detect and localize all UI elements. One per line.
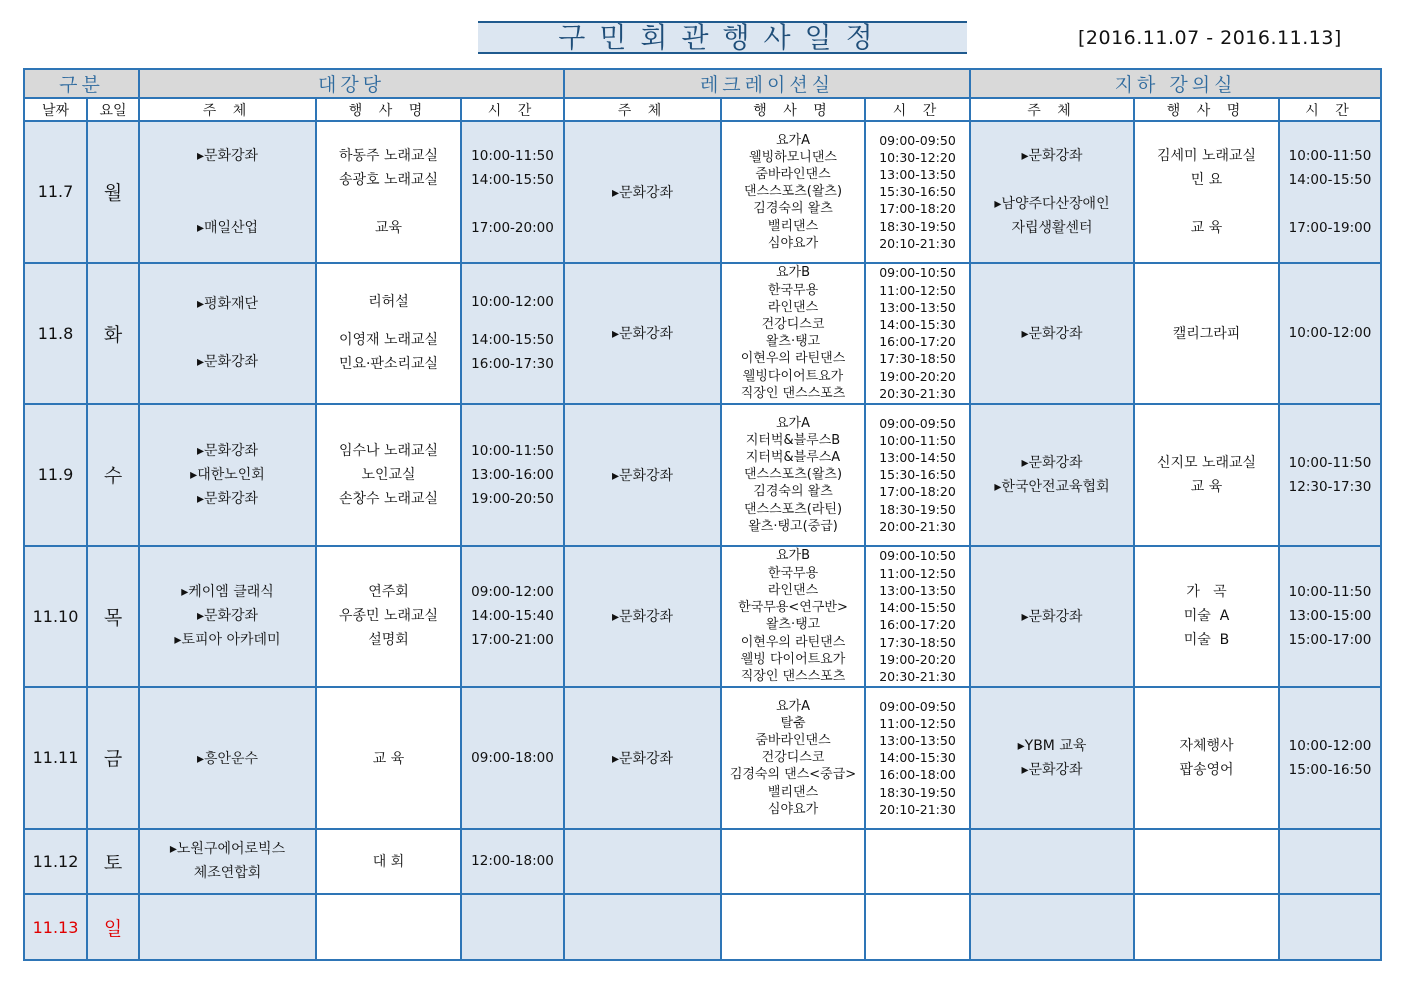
hall-event-cell: 교 육 — [316, 687, 461, 829]
time-line: 20:30-21:30 — [879, 385, 956, 401]
time-line: 16:00-17:30 — [471, 356, 554, 373]
table-row — [24, 263, 1381, 405]
col-base-event: 행 사 명 — [1134, 98, 1279, 121]
event-line: 미술 A — [1183, 608, 1230, 625]
event-line: 댄스스포츠(왈츠) — [743, 467, 843, 483]
hall-event-cell: 대 회 — [316, 829, 461, 895]
base-time-cell — [1279, 404, 1381, 546]
time-line: 10:30-12:20 — [879, 149, 956, 165]
event-line: 가 곡 — [1186, 584, 1227, 601]
event-line: 지터벅&블루스A — [745, 449, 841, 465]
rec-host-cell: ▸문화강좌 — [564, 687, 721, 829]
event-line: 송광호 노래교실 — [338, 171, 439, 188]
table-row — [24, 829, 1381, 895]
event-line: 밸리댄스 — [767, 218, 819, 234]
rec-host-cell: ▸문화강좌 — [564, 121, 721, 263]
time-line: 20:00-21:30 — [879, 518, 956, 534]
time-line: 10:00-11:50 — [471, 147, 554, 164]
col-hall-event: 행 사 명 — [316, 98, 461, 121]
hall-event-cell — [316, 894, 461, 960]
page-title: 구민회관행사일정 — [478, 21, 967, 54]
hall-time-cell — [461, 546, 564, 688]
col-hall-time: 시 간 — [461, 98, 564, 121]
host-line: ▸노원구에어로빅스 — [169, 841, 286, 858]
event-line: 민 요 — [1190, 171, 1223, 188]
date-cell: 11.8 — [24, 263, 87, 405]
base-host-cell — [970, 894, 1134, 960]
hall-time-cell — [461, 404, 564, 546]
event-line: 연주회 — [368, 584, 409, 601]
time-line: 17:00-20:00 — [471, 219, 554, 236]
event-line: 손창수 노래교실 — [338, 490, 439, 507]
base-event-cell — [1134, 546, 1279, 688]
rec-time-cell — [865, 121, 970, 263]
rec-event-cell — [721, 829, 865, 895]
col-hall-host: 주 체 — [139, 98, 316, 121]
time-line: 14:00-15:50 — [471, 332, 554, 349]
base-host-cell: ▸문화강좌 — [970, 546, 1134, 688]
rec-host-cell: ▸문화강좌 — [564, 404, 721, 546]
hall-event-cell — [316, 121, 461, 263]
time-line: 13:00-13:50 — [879, 299, 956, 315]
event-line: 팝송영어 — [1179, 761, 1234, 778]
rec-host-cell: ▸문화강좌 — [564, 546, 721, 688]
time-line: 20:10-21:30 — [879, 801, 956, 817]
table-row — [24, 121, 1381, 263]
host-line: ▸문화강좌 — [196, 442, 259, 459]
host-line: ▸문화강좌 — [1021, 454, 1083, 471]
time-line: 10:00-11:50 — [1288, 147, 1372, 164]
host-line: ▸케이엠 클래식 — [181, 584, 274, 601]
time-line: 12:30-17:30 — [1288, 478, 1372, 495]
base-host-cell — [970, 687, 1134, 829]
table-row — [24, 894, 1381, 960]
day-cell: 금 — [87, 687, 139, 829]
group-recreation: 레크레이션실 — [564, 69, 970, 98]
hall-time-cell — [461, 263, 564, 405]
event-line: 라인댄스 — [767, 299, 819, 315]
time-line: 14:00-15:50 — [879, 600, 956, 616]
host-line: ▸한국안전교육협회 — [994, 478, 1110, 495]
rec-event-cell — [721, 263, 865, 405]
host-line: ▸문화강좌 — [1021, 147, 1083, 164]
time-line: 15:30-16:50 — [879, 467, 956, 483]
hall-host-cell — [139, 546, 316, 688]
hall-host-cell — [139, 829, 316, 895]
table-row — [24, 687, 1381, 829]
event-line: 왈츠·탱고(중급) — [748, 518, 838, 534]
rec-host-cell — [564, 894, 721, 960]
time-line: 10:00-11:50 — [1288, 454, 1372, 471]
host-line: ▸문화강좌 — [196, 147, 259, 164]
date-cell: 11.7 — [24, 121, 87, 263]
rec-event-cell — [721, 894, 865, 960]
base-host-cell — [970, 404, 1134, 546]
base-time-cell: 10:00-12:00 — [1279, 263, 1381, 405]
event-line: 우종민 노래교실 — [338, 608, 439, 625]
rec-time-cell — [865, 894, 970, 960]
hall-time-cell: 12:00-18:00 — [461, 829, 564, 895]
time-line: 11:00-12:50 — [879, 715, 956, 731]
time-line: 17:30-18:50 — [879, 634, 956, 650]
hall-host-cell — [139, 404, 316, 546]
host-line: ▸대한노인회 — [190, 466, 265, 483]
time-line: 16:00-17:20 — [879, 617, 956, 633]
event-line: 교 육 — [1190, 478, 1223, 495]
hall-host-cell — [139, 121, 316, 263]
event-line: 직장인 댄스스포츠 — [740, 385, 846, 401]
time-line: 11:00-12:50 — [879, 565, 956, 581]
event-line: 이영재 노래교실 — [338, 332, 439, 349]
event-line: 리허설 — [368, 294, 409, 311]
host-line: ▸남양주다산장애인 — [994, 195, 1110, 212]
event-line: 임수나 노래교실 — [338, 442, 439, 459]
event-line: 이현우의 라틴댄스 — [740, 351, 846, 367]
event-line: 웰빙하모니댄스 — [749, 149, 837, 165]
base-host-cell: ▸문화강좌 — [970, 263, 1134, 405]
event-line: 이현우의 라틴댄스 — [740, 634, 846, 650]
event-line: 댄스스포츠(라틴) — [743, 501, 843, 517]
base-event-cell — [1134, 687, 1279, 829]
base-time-cell — [1279, 687, 1381, 829]
event-line: 노인교실 — [361, 466, 416, 483]
host-line: ▸문화강좌 — [1021, 761, 1083, 778]
rec-host-cell: ▸문화강좌 — [564, 263, 721, 405]
col-day: 요일 — [87, 98, 139, 121]
event-line: 줌바라인댄스 — [755, 733, 831, 749]
rec-event-cell — [721, 404, 865, 546]
time-line: 17:00-19:00 — [1288, 219, 1372, 236]
event-line: 김경숙의 왈츠 — [753, 484, 833, 500]
schedule-table — [23, 68, 1382, 961]
hall-host-cell: ▸흥안운수 — [139, 687, 316, 829]
base-event-cell — [1134, 404, 1279, 546]
host-line: ▸토피아 아카데미 — [174, 632, 281, 649]
event-line: 교육 — [374, 219, 403, 236]
event-line: 건강디스코 — [761, 750, 825, 766]
host-line: ▸문화강좌 — [196, 608, 259, 625]
base-event-cell — [1134, 829, 1279, 895]
event-line: 댄스스포츠(왈츠) — [743, 184, 843, 200]
base-event-cell — [1134, 121, 1279, 263]
event-line: 탈춤 — [780, 715, 806, 731]
event-line: 줌바라인댄스 — [755, 166, 831, 182]
date-cell: 11.9 — [24, 404, 87, 546]
hall-time-cell — [461, 121, 564, 263]
base-host-cell — [970, 829, 1134, 895]
time-line: 13:00-13:50 — [879, 582, 956, 598]
time-line: 17:00-21:00 — [471, 632, 554, 649]
time-line: 13:00-14:50 — [879, 449, 956, 465]
event-line: 직장인 댄스스포츠 — [740, 668, 846, 684]
time-line: 14:00-15:50 — [471, 171, 554, 188]
table-row — [24, 546, 1381, 688]
event-line: 하동주 노래교실 — [338, 147, 439, 164]
rec-event-cell — [721, 121, 865, 263]
hall-host-cell — [139, 263, 316, 405]
hall-time-cell: 09:00-18:00 — [461, 687, 564, 829]
time-line: 17:00-18:20 — [879, 484, 956, 500]
event-line: 김세미 노래교실 — [1156, 147, 1257, 164]
event-line: 웰빙다이어트요가 — [742, 368, 844, 384]
time-line: 10:00-11:50 — [471, 442, 554, 459]
event-line: 심야요가 — [767, 235, 819, 251]
time-line: 15:00-17:00 — [1288, 632, 1372, 649]
date-cell: 11.12 — [24, 829, 87, 895]
group-division: 구분 — [24, 69, 139, 98]
group-hall: 대강당 — [139, 69, 564, 98]
time-line: 13:00-15:00 — [1288, 608, 1372, 625]
time-line: 09:00-09:50 — [879, 132, 956, 148]
time-line: 17:00-18:20 — [879, 201, 956, 217]
group-basement: 지하 강의실 — [970, 69, 1381, 98]
time-line: 10:00-12:00 — [471, 294, 554, 311]
event-line: 신지모 노래교실 — [1156, 454, 1257, 471]
day-cell: 일 — [87, 894, 139, 960]
time-line: 19:00-20:20 — [879, 651, 956, 667]
base-time-cell — [1279, 121, 1381, 263]
date-cell: 11.10 — [24, 546, 87, 688]
col-rec-event: 행 사 명 — [721, 98, 865, 121]
host-line: ▸YBM 교육 — [1017, 737, 1087, 754]
host-line: ▸매일산업 — [196, 219, 259, 236]
hall-time-cell — [461, 894, 564, 960]
base-host-cell — [970, 121, 1134, 263]
time-line: 09:00-10:50 — [879, 548, 956, 564]
time-line: 16:00-18:00 — [879, 767, 956, 783]
date-cell: 11.13 — [24, 894, 87, 960]
time-line: 18:30-19:50 — [879, 501, 956, 517]
time-line: 14:00-15:50 — [1288, 171, 1372, 188]
rec-time-cell — [865, 404, 970, 546]
col-rec-time: 시 간 — [865, 98, 970, 121]
event-line: 민요·판소리교실 — [338, 356, 439, 373]
event-line: 왈츠·탱고 — [765, 617, 821, 633]
event-line: 자체행사 — [1179, 737, 1234, 754]
date-cell: 11.11 — [24, 687, 87, 829]
event-line: 요가A — [776, 698, 811, 714]
hall-event-cell — [316, 263, 461, 405]
event-line: 요가A — [776, 132, 811, 148]
day-cell: 월 — [87, 121, 139, 263]
base-time-cell — [1279, 894, 1381, 960]
time-line: 09:00-09:50 — [879, 698, 956, 714]
time-line: 17:30-18:50 — [879, 351, 956, 367]
host-line: 자립생활센터 — [1011, 219, 1093, 236]
rec-event-cell — [721, 546, 865, 688]
event-line: 한국무용 — [767, 565, 819, 581]
time-line: 09:00-12:00 — [471, 584, 554, 601]
time-line: 20:10-21:30 — [879, 235, 956, 251]
time-line: 13:00-13:50 — [879, 166, 956, 182]
time-line: 14:00-15:30 — [879, 317, 956, 333]
time-line: 10:00-11:50 — [879, 432, 956, 448]
event-line: 밸리댄스 — [767, 784, 819, 800]
time-line: 13:00-13:50 — [879, 733, 956, 749]
event-line: 심야요가 — [767, 801, 819, 817]
time-line: 14:00-15:40 — [471, 608, 554, 625]
rec-time-cell — [865, 546, 970, 688]
hall-event-cell — [316, 546, 461, 688]
time-line: 10:00-11:50 — [1288, 584, 1372, 601]
rec-event-cell — [721, 687, 865, 829]
event-line: 김경숙의 댄스<중급> — [729, 767, 857, 783]
col-rec-host: 주 체 — [564, 98, 721, 121]
event-line: 라인댄스 — [767, 582, 819, 598]
day-cell: 화 — [87, 263, 139, 405]
time-line: 15:30-16:50 — [879, 184, 956, 200]
host-line: ▸문화강좌 — [196, 354, 259, 371]
event-line: 김경숙의 왈츠 — [753, 201, 833, 217]
hall-event-cell — [316, 404, 461, 546]
col-date: 날짜 — [24, 98, 87, 121]
time-line: 18:30-19:50 — [879, 784, 956, 800]
time-line: 20:30-21:30 — [879, 668, 956, 684]
day-cell: 토 — [87, 829, 139, 895]
time-line: 09:00-10:50 — [879, 265, 956, 281]
rec-time-cell — [865, 829, 970, 895]
rec-host-cell — [564, 829, 721, 895]
event-line: 건강디스코 — [761, 317, 825, 333]
day-cell: 수 — [87, 404, 139, 546]
base-event-cell: 캘리그라피 — [1134, 263, 1279, 405]
host-line: ▸문화강좌 — [196, 490, 259, 507]
time-line: 13:00-16:00 — [471, 466, 554, 483]
event-line: 요가B — [775, 548, 811, 564]
event-line: 지터벅&블루스B — [745, 432, 841, 448]
time-line: 16:00-17:20 — [879, 334, 956, 350]
host-line: 체조연합회 — [193, 865, 262, 882]
col-base-time: 시 간 — [1279, 98, 1381, 121]
rec-time-cell — [865, 263, 970, 405]
time-line: 11:00-12:50 — [879, 282, 956, 298]
event-line: 설명회 — [368, 632, 409, 649]
date-range: [2016.11.07 - 2016.11.13] — [1078, 27, 1342, 49]
base-time-cell — [1279, 546, 1381, 688]
time-line: 19:00-20:50 — [471, 490, 554, 507]
col-base-host: 주 체 — [970, 98, 1134, 121]
time-line: 10:00-12:00 — [1288, 737, 1372, 754]
time-line: 15:00-16:50 — [1288, 761, 1372, 778]
time-line: 09:00-09:50 — [879, 415, 956, 431]
event-line: 요가A — [776, 415, 811, 431]
event-line: 웰빙 다이어트요가 — [740, 651, 846, 667]
time-line: 14:00-15:30 — [879, 750, 956, 766]
table-row — [24, 404, 1381, 546]
day-cell: 목 — [87, 546, 139, 688]
base-event-cell — [1134, 894, 1279, 960]
event-line: 요가B — [775, 265, 811, 281]
event-line: 한국무용 — [767, 282, 819, 298]
event-line: 한국무용<연구반> — [738, 600, 848, 616]
time-line: 19:00-20:20 — [879, 368, 956, 384]
time-line: 18:30-19:50 — [879, 218, 956, 234]
event-line: 미술 B — [1183, 632, 1230, 649]
event-line: 교 육 — [1190, 219, 1223, 236]
event-line: 왈츠·탱고 — [765, 334, 821, 350]
hall-host-cell — [139, 894, 316, 960]
rec-time-cell — [865, 687, 970, 829]
base-time-cell — [1279, 829, 1381, 895]
host-line: ▸평화재단 — [196, 296, 259, 313]
